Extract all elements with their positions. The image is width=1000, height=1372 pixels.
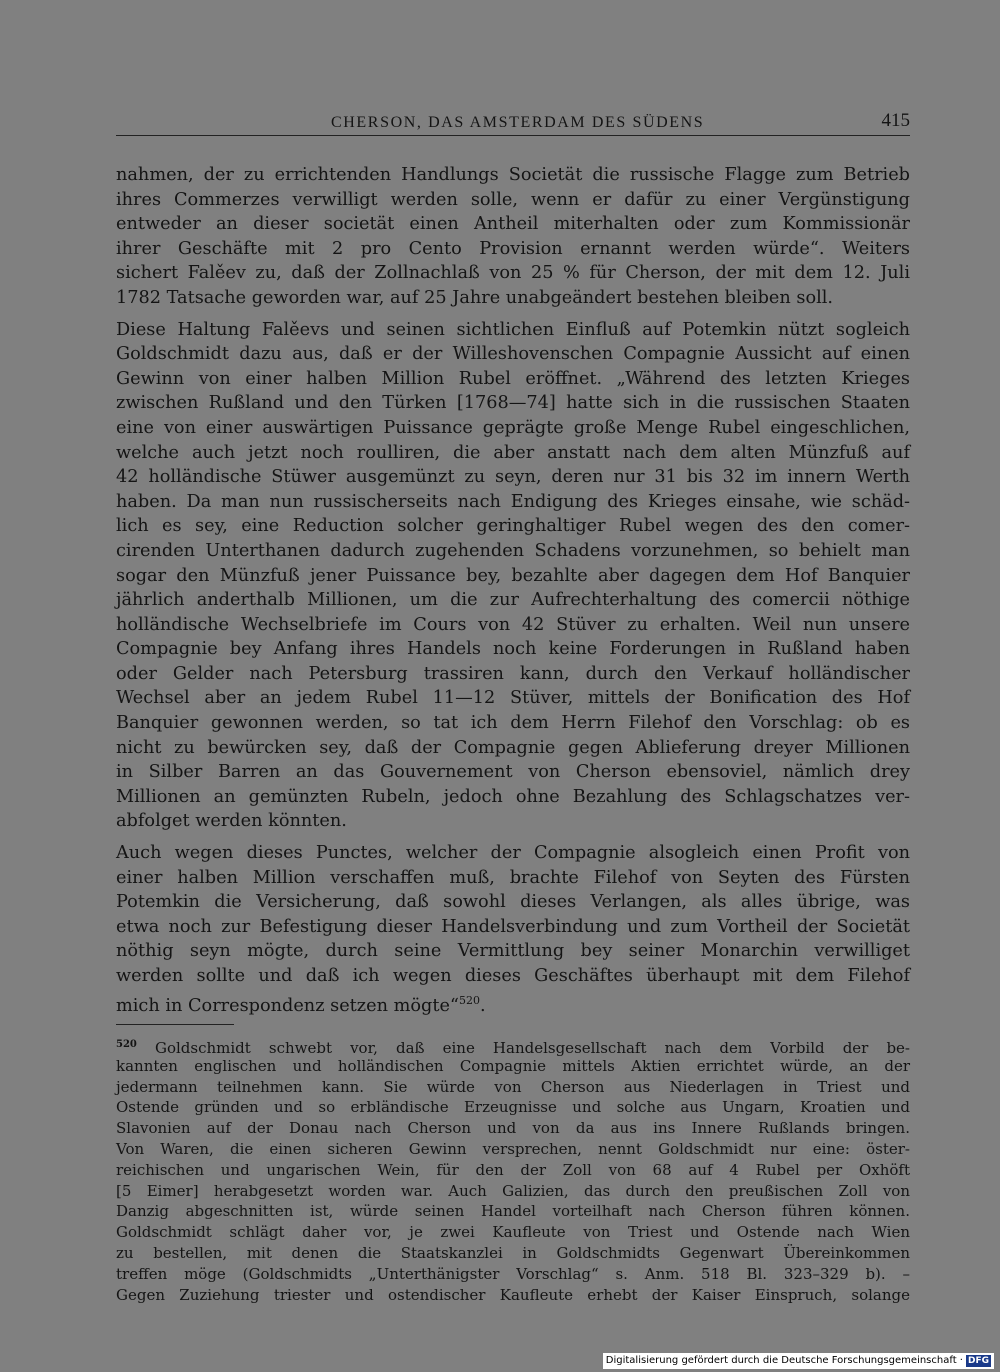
paragraph-gap — [116, 311, 910, 318]
text-line: Wechsel aber an jedem Rubel 11—12 Stüver, mittels der Bonification des Hof — [116, 688, 910, 709]
paragraph-gap — [116, 834, 910, 841]
text-line: holländische Wechselbriefe im Cours von 42 Stüver zu erhalten. Weil nun unsere — [116, 614, 910, 635]
page-number: 415 — [881, 110, 910, 131]
running-head: CHERSON, DAS AMSTERDAM DES SÜDENS — [331, 114, 705, 131]
header-rule — [116, 135, 910, 136]
text-line: werden sollte und daß ich wegen dieses Geschäftes überhaupt mit dem Filehof — [116, 966, 910, 986]
text-line: Banquier gewonnen werden, so tat ich dem Herrn Filehof den Vorschlag: ob es — [116, 713, 910, 734]
text-line: Potemkin die Versicherung, daß sowohl dieses Verlangen, als alles übrige, was — [116, 892, 910, 913]
text-line: nahmen, der zu errichtenden Handlungs Societät die russische Flagge zum Betrieb — [116, 165, 910, 185]
footnote-line: Gegen Zuziehung triester und ostendischer Kaufleute erhebt der Kaiser Einspruch, solange — [116, 1285, 910, 1304]
footnotes — [116, 1035, 910, 1305]
text-line: cirenden Unterthanen dadurch zugehenden Schadens vorzunehmen, so behielt man — [116, 540, 910, 561]
text-line: Gewinn von einer halben Million Rubel eröffnet. „Während des letzten Krieges — [116, 368, 910, 389]
text-line: nicht zu bewürcken sey, daß der Compagnie gegen Ablieferung dreyer Millionen — [116, 737, 910, 758]
text-line: eine von einer auswärtigen Puissance geprägte große Menge Rubel eingeschlichen, — [116, 417, 910, 438]
text-line: sogar den Münzfuß jener Puissance bey, bezahlte aber dagegen dem Hof Banquier — [116, 565, 910, 586]
body-text — [116, 163, 910, 1016]
footnote-line: Danzig abgeschnitten ist, würde seinen Handel vorteilhaft nach Cherson führen können. — [116, 1202, 910, 1221]
digitization-credit — [603, 1353, 994, 1369]
footnote-rule — [116, 1024, 234, 1025]
text-line: nöthig seyn mögte, durch seine Vermittlung bey seiner Monarchin verwilliget — [116, 941, 910, 962]
text-line: sichert Falěev zu, daß der Zollnachlaß von 25 % für Cherson, der mit dem 12. Juli — [116, 263, 910, 284]
credit-text: Digitalisierung gefördert durch die Deutsche Forschungsgemeinschaft · — [605, 1355, 963, 1366]
text-line: 42 holländische Stüwer ausgemünzt zu seyn, deren nur 31 bis 32 im innern Werth — [116, 467, 910, 488]
text-line: Goldschmidt dazu aus, daß er der Willeshovenschen Compagnie Aussicht auf einen — [116, 344, 910, 365]
line-text: mich in Correspondenz setzen mögte“ — [116, 995, 459, 1016]
footnote-line: reichischen und ungarischen Wein, für den der Zoll von 68 auf 4 Rubel per Oxhöft — [116, 1160, 910, 1179]
text-line: abfolget werden könnten. — [116, 811, 347, 832]
text-line: einer halben Million verschaffen muß, brachte Filehof von Seyten des Fürsten — [116, 867, 910, 888]
text-line: Auch wegen dieses Punctes, welcher der Compagnie alsogleich einen Profit von — [116, 843, 910, 864]
page-header — [116, 108, 910, 134]
footnote-text: Goldschmidt schwebt vor, daß eine Handelsgesellschaft nach dem Vorbild der be- — [136, 1039, 910, 1057]
footnote-line: [5 Eimer] herabgesetzt worden war. Auch Galizien, das durch den preußischen Zoll von — [116, 1181, 910, 1200]
footnote-line: Goldschmidt schlägt daher vor, je zwei Kaufleute von Triest und Ostende nach Wien — [116, 1223, 910, 1242]
text-line: Millionen an gemünzten Rubeln, jedoch ohne Bezahlung des Schlagschatzes ver- — [116, 786, 910, 807]
text-line: jährlich anderthalb Millionen, um die zur Aufrechterhaltung des comercii nöthige — [116, 590, 910, 611]
text-line: ihres Commerzes verwilligt werden solle, wenn er dafür zu einer Vergünstigung — [116, 189, 910, 210]
footnote-line: Slavonien auf der Donau nach Cherson und von da aus ins Innere Rußlands bringen. — [116, 1119, 910, 1138]
text-line: lich es sey, eine Reduction solcher geringhaltiger Rubel wegen des den comer- — [116, 516, 910, 537]
text-line: zwischen Rußland und den Türken [1768—74] hatte sich in die russischen Staaten — [116, 393, 910, 414]
paragraph — [116, 163, 910, 311]
footnote-number: 520 — [116, 1039, 137, 1050]
footnote-line: jedermann teilnehmen kann. Sie würde von Cherson aus Niederlagen in Triest und — [116, 1077, 910, 1096]
footnote-line: Ostende gründen und so erbländische Erzeugnisse und solche aus Ungarn, Kroatien und — [116, 1098, 910, 1117]
trailing-punctuation: . — [479, 995, 486, 1016]
footnote-line — [116, 1035, 910, 1056]
text-line: ihrer Geschäfte mit 2 pro Cento Provision ernannt werden würde“. Weiters — [116, 238, 910, 259]
text-line: oder Gelder nach Petersburg trassiren kann, durch den Verkauf holländischer — [116, 663, 910, 684]
text-line: etwa noch zur Befestigung dieser Handelsverbindung und zum Vortheil der Societät — [116, 916, 910, 937]
paragraph — [116, 318, 910, 834]
footnote-line: treffen möge (Goldschmidts „Unterthänigster Vorschlag“ s. Anm. 518 Bl. 323–329 b). – — [116, 1264, 910, 1283]
text-line — [116, 989, 910, 1014]
footnote-line: Von Waren, die einen sicheren Gewinn versprechen, nennt Goldschmidt nur eine: öster- — [116, 1139, 910, 1158]
footnote-reference: 520 — [458, 993, 480, 1007]
footnote-line: zu bestellen, mit denen die Staatskanzlei in Goldschmidts Gegenwart Übereinkommen — [116, 1243, 910, 1262]
footnote-line: kannten englischen und holländischen Compagnie mittels Aktien errichtet würde, an der — [116, 1056, 910, 1075]
dfg-logo-icon: DFG — [967, 1356, 989, 1366]
text-line: entweder an dieser societät einen Antheil miterhalten oder zum Kommissionär — [116, 214, 910, 235]
text-line: 1782 Tatsache geworden war, auf 25 Jahre unabgeändert bestehen bleiben soll. — [116, 287, 834, 308]
text-line: haben. Da man nun russischerseits nach Endigung des Krieges einsahe, wie schäd- — [116, 491, 910, 512]
text-line: in Silber Barren an das Gouvernement von Cherson ebensoviel, nämlich drey — [116, 762, 910, 783]
paragraph — [116, 841, 910, 1016]
text-line: welche auch jetzt noch roulliren, die aber anstatt nach dem alten Münzfuß auf — [116, 442, 910, 463]
text-line: Diese Haltung Falěevs und seinen sichtlichen Einfluß auf Potemkin nützt sogleich — [116, 319, 910, 340]
text-line: Compagnie bey Anfang ihres Handels noch keine Forderungen in Rußland haben — [116, 639, 910, 660]
